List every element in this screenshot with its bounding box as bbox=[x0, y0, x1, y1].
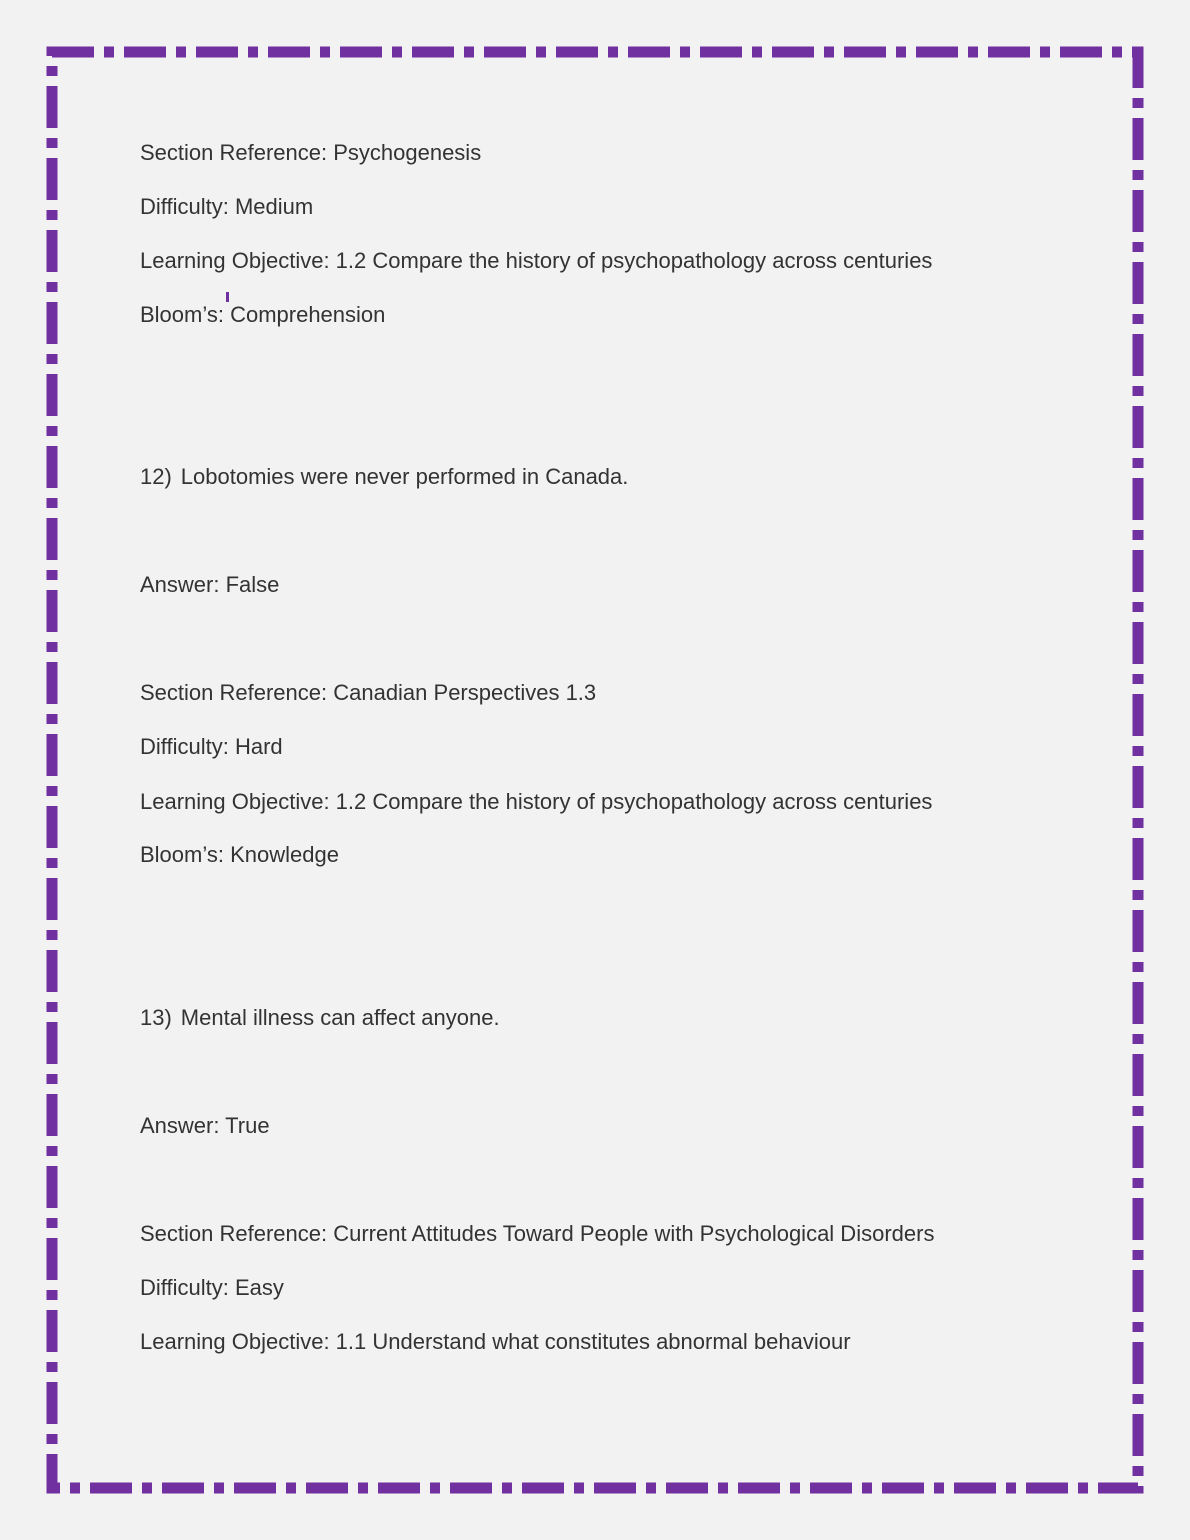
difficulty: Difficulty: Medium bbox=[140, 194, 314, 219]
question-13 bbox=[140, 1005, 500, 1031]
text-cursor-marker bbox=[226, 292, 229, 302]
difficulty: Difficulty: Easy bbox=[140, 1275, 284, 1300]
section-reference: Section Reference: Psychogenesis bbox=[140, 140, 482, 165]
question-text: Lobotomies were never performed in Canada. bbox=[180, 464, 629, 489]
blooms-level: Bloom’s: Comprehension bbox=[140, 302, 386, 327]
answer: Answer: True bbox=[140, 1113, 270, 1138]
question-12 bbox=[140, 464, 628, 490]
learning-objective: Learning Objective: 1.1 Understand what constitutes abnormal behaviour bbox=[140, 1329, 851, 1354]
section-reference: Section Reference: Canadian Perspectives 1.3 bbox=[140, 680, 597, 705]
difficulty: Difficulty: Hard bbox=[140, 734, 283, 759]
section-reference: Section Reference: Current Attitudes Toward People with Psychological Disorders bbox=[140, 1221, 935, 1246]
blooms-level: Bloom’s: Knowledge bbox=[140, 842, 339, 867]
learning-objective: Learning Objective: 1.2 Compare the history of psychopathology across centuries bbox=[140, 248, 933, 273]
learning-objective: Learning Objective: 1.2 Compare the history of psychopathology across centuries bbox=[140, 789, 933, 814]
answer: Answer: False bbox=[140, 572, 280, 597]
question-number: 12) bbox=[140, 464, 172, 489]
question-text: Mental illness can affect anyone. bbox=[180, 1005, 500, 1030]
question-number: 13) bbox=[140, 1005, 172, 1030]
